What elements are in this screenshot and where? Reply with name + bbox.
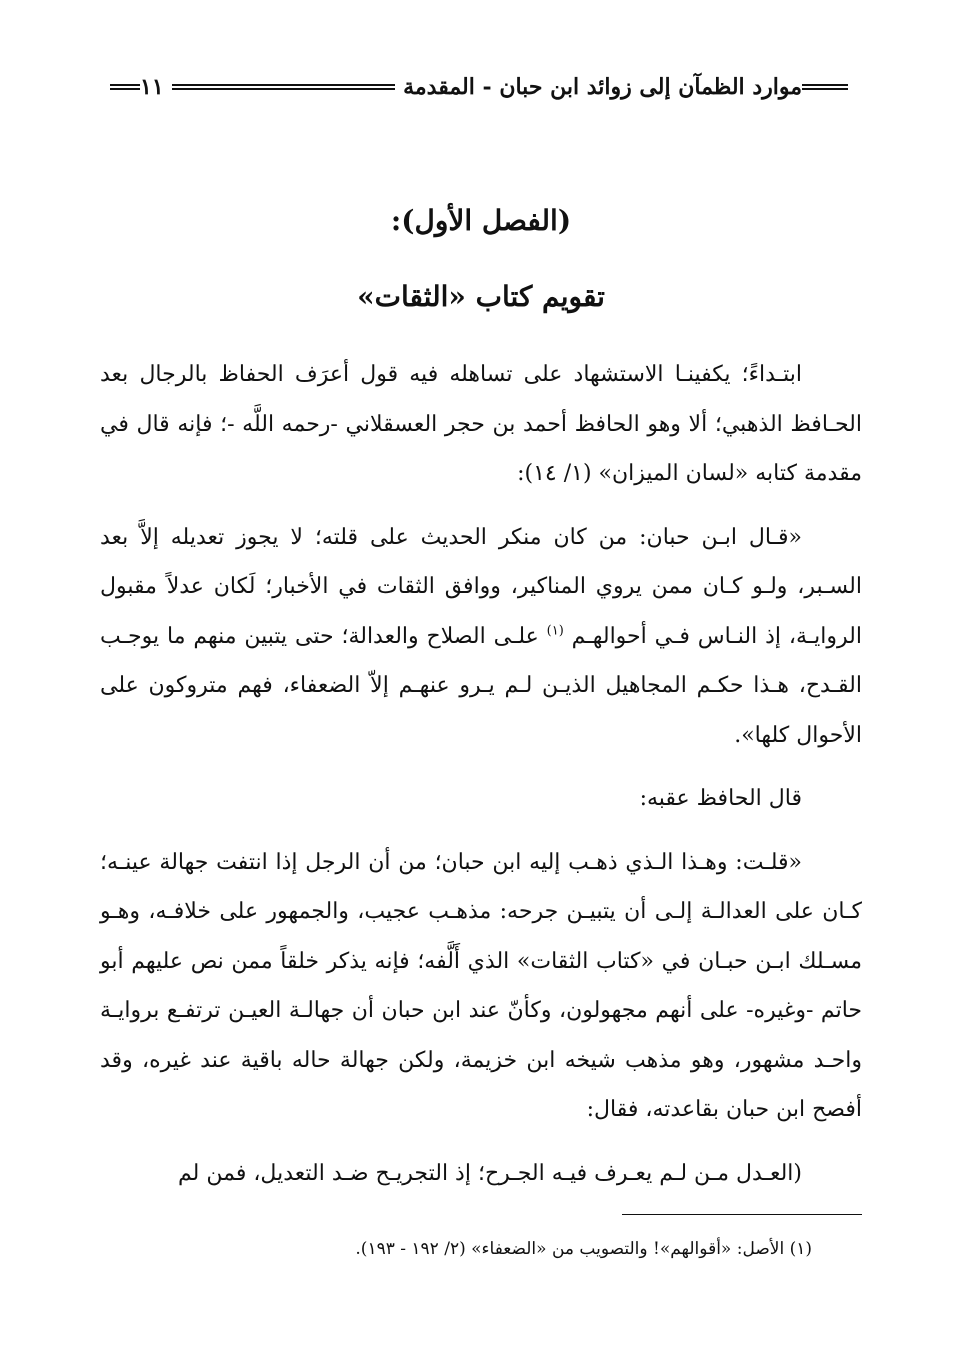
header-rule-middle <box>172 84 395 90</box>
paragraph-2-part-2: علـى الصلاح والعدالة؛ حتى يتبين منهم ما يوجـب القـدح، هـذا حكـم المجاهيل الذيـن لـم يـرو عنهـم إلاّ الضعفاء، فهم متروكون على الأحوال كلها». <box>100 623 862 748</box>
paragraph-1: ابتـداءً؛ يكفينـا الاستشهاد على تساهله فيه قول أعرَف الحفاظ بالرجال بعد الحـافظ الذهبي؛ ألا وهو الحافظ أحمد بن حجر العسقلاني -رحمه اللَّه -؛ فإنه قال في مقدمة كتابه «لسان الميزان» (١/ ١٤): <box>100 362 862 486</box>
paragraph-2-part-1: «قـال ابـن حبان: من كان منكر الحديث على قلته؛ لا يجوز تعديله إلاَّ بعد السـبر، ولـو كـان ممن يروي المناكير، ووافق الثقات في الأخبار؛ لَكان عدلاً مقبول الروايـة، إذ النـاس فـي أحوالهـم <box>100 524 862 649</box>
running-header <box>100 70 862 104</box>
footnote: (١) الأصل: «أقوالهم»! والتصويب من «الضعفاء» (٢/ ١٩٢ - ١٩٣). <box>355 1239 812 1259</box>
paragraph-4: «قلـت: وهـذا الـذي ذهـب إليه ابن حبان؛ من أن الرجل إذا انتفت جهالة عينـه؛ كـان على العدالـة إلـى أن يتبيـن جرحه: مذهـب عجيب، والجمهور على خلافـه، وهـو مسـلك ابـن حبـان في «كتاب الثقات» الذي أَلَّفه؛ فإنه يذكر خلقاً ممن نص عليهم أبو حاتم -وغيره- على أنهم مجهولون، وكأنّ عند ابن حبان أن جهالـة العيـن ترتفـع بروايـة واحـد مشهور، وهو مذهب شيخه ابن خزيمة، ولكن جهالة حاله باقية عند غيره، وقد أفصح ابن حبان بقاعدته، فقال: <box>100 849 863 1122</box>
paragraph-2 <box>100 513 862 761</box>
header-rule-right <box>802 84 848 90</box>
chapter-title: (الفصل الأول): <box>390 204 572 237</box>
page-number: ١١ <box>140 74 164 100</box>
paragraph-3: قال الحافظ عقبه: <box>639 786 802 811</box>
footnote-rule <box>622 1214 862 1215</box>
body-text <box>100 350 862 1198</box>
paragraph-5: (العـدل مـن لـم يعـرف فيـه الجـرح؛ إذ التجريـح ضـد التعديل، فمن لم <box>178 1160 802 1186</box>
header-title: موارد الظمآن إلى زوائد ابن حبان - المقدمة <box>403 74 802 100</box>
footnote-reference: (١) <box>546 623 564 639</box>
section-title: تقويم كتاب «الثقات» <box>357 280 605 313</box>
header-rule-left <box>110 84 140 90</box>
